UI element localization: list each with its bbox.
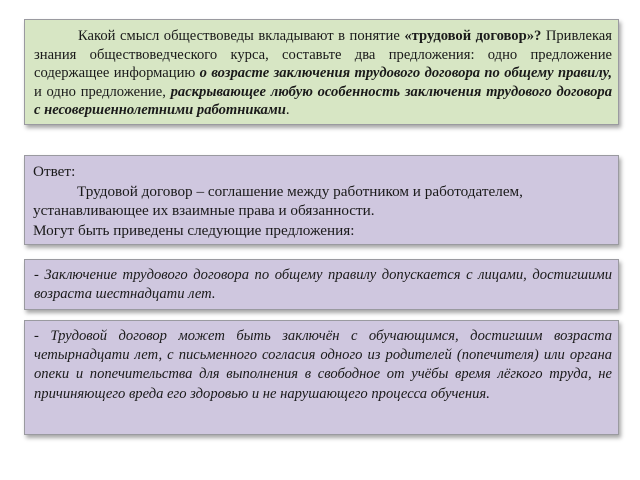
answer-definition-line [33,182,612,221]
answer-definition: Трудовой договор – соглашение между работником и работодателем, устанавливающее их взаимные права и обязанности. [33,182,523,219]
sentence-item-age [24,259,619,310]
question-task: Привлекая знания обществоведческого курса, составьте два предложения: одно предложение содержащее информацию [34,28,612,81]
question-concept: «трудовой договор»? [404,28,542,44]
sentence-text: - Заключение трудового договора по общему правилу допускается с лицами, достигшими возраста шестнадцати лет. [34,267,612,302]
question-end: . [285,102,290,118]
sentence-text: - Трудовой договор может быть заключён с обучающимся, достигшим возраста четырнадцати лет, с письменного согласия одного из родителей (попечителя) или органа опеки и попечительства для выполнения в свободное от учёбы время лёгкого труда, не причиняющего вреда его здоровью и не нарушающего процесса обучения. [34,328,612,402]
question-emphasis-age: о возрасте заключения трудового договора по общему правилу, [199,65,612,81]
sentence-item-minors [24,320,619,435]
question-intro: Какой смысл обществоведы вкладывают в понятие [78,28,405,44]
answer-panel [24,155,619,245]
answer-label: Ответ: [33,163,76,180]
question-middle: и одно предложение, [34,83,171,100]
question-panel [24,19,619,125]
question-emphasis-minors: раскрывающее любую особенность заключения трудового договора с несовершеннолетними работниками [34,83,612,118]
answer-lead: Могут быть приведены следующие предложения: [33,221,355,239]
